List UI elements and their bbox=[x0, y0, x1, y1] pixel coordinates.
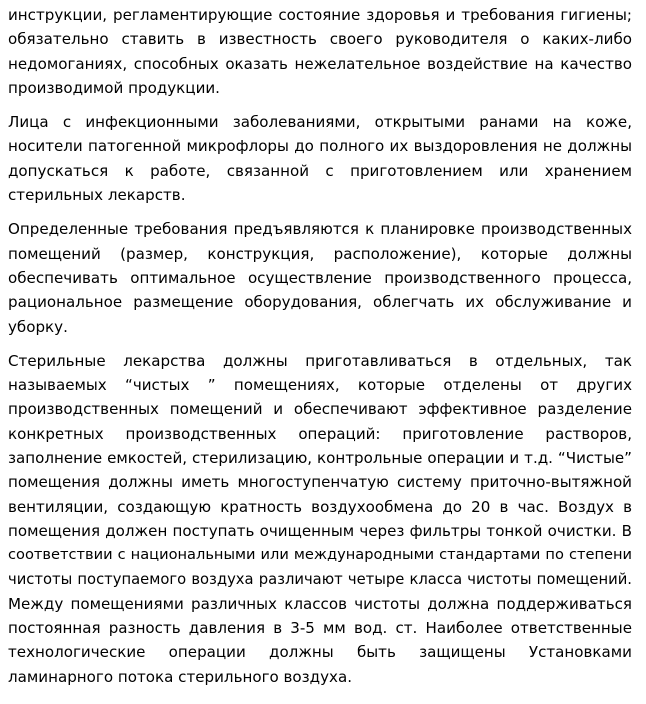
text-line: помещения должны иметь многоступенчатую систему приточно-вытяжной bbox=[8, 473, 632, 492]
paragraph-hygiene-instructions bbox=[8, 3, 632, 100]
text-line: постоянная разность давления в 3-5 мм вод. ст. Наиболее ответственные bbox=[8, 619, 632, 638]
text-line: чистоты поступаемого воздуха различают четыре класса чистоты помещений. bbox=[8, 570, 632, 588]
text-line: Стерильные лекарства должны приготавливаться в отдельных, так bbox=[8, 351, 632, 370]
text-line: допускаться к работе, связанной с приготовлением или хранением bbox=[8, 161, 632, 180]
text-line: недомоганиях, способных оказать нежелательное воздействие на качество bbox=[8, 54, 632, 73]
text-line: Между помещениями различных классов чистоты должна поддерживаться bbox=[8, 594, 632, 613]
text-line: инструкции, регламентирующие состояние здоровья и требования гигиены; bbox=[8, 6, 632, 24]
text-line: называемых “чистых ” помещениях, которые отделены от других bbox=[8, 376, 632, 395]
text-line: носители патогенной микрофлоры до полного их выздоровления не должны bbox=[8, 137, 632, 156]
text-line: обеспечивать оптимальное осуществление производственного процесса, bbox=[8, 268, 632, 287]
text-line: конкретных производственных операций: приготовление растворов, bbox=[8, 424, 632, 443]
text-line: рациональное размещение оборудования, облегчать их обслуживание и bbox=[8, 293, 632, 312]
text-line: производственных помещений и обеспечивают эффективное разделение bbox=[8, 400, 632, 419]
paragraph-infectious-persons bbox=[8, 110, 632, 207]
text-line: Лица с инфекционными заболеваниями, открытыми ранами на коже, bbox=[8, 113, 632, 132]
text-line: помещения должен поступать очищенным через фильтры тонкой очистки. В bbox=[8, 521, 632, 540]
text-line: стерильных лекарств. bbox=[8, 186, 186, 205]
text-line: вентиляции, создающую кратность воздухообмена до 20 в час. Воздух в bbox=[8, 497, 632, 516]
text-line: производимой продукции. bbox=[8, 78, 220, 97]
text-line: ламинарного потока стерильного воздуха. bbox=[8, 667, 353, 686]
text-line: помещений (размер, конструкция, расположение), которые должны bbox=[8, 244, 632, 263]
text-line: соответствии с национальными или международными стандартами по степени bbox=[8, 546, 632, 564]
text-line: обязательно ставить в известность своего руководителя о каких-либо bbox=[8, 30, 632, 49]
text-line: уборку. bbox=[8, 317, 68, 336]
text-line: Определенные требования предъявляются к планировке производственных bbox=[8, 220, 632, 239]
text-line: заполнение емкостей, стерилизацию, контрольные операции и т.д. “Чистые” bbox=[8, 449, 632, 468]
document-page bbox=[8, 3, 632, 699]
paragraph-premises-layout bbox=[8, 217, 632, 338]
text-line: технологические операции должны быть защищены Установками bbox=[8, 643, 632, 662]
paragraph-clean-rooms bbox=[8, 349, 632, 689]
